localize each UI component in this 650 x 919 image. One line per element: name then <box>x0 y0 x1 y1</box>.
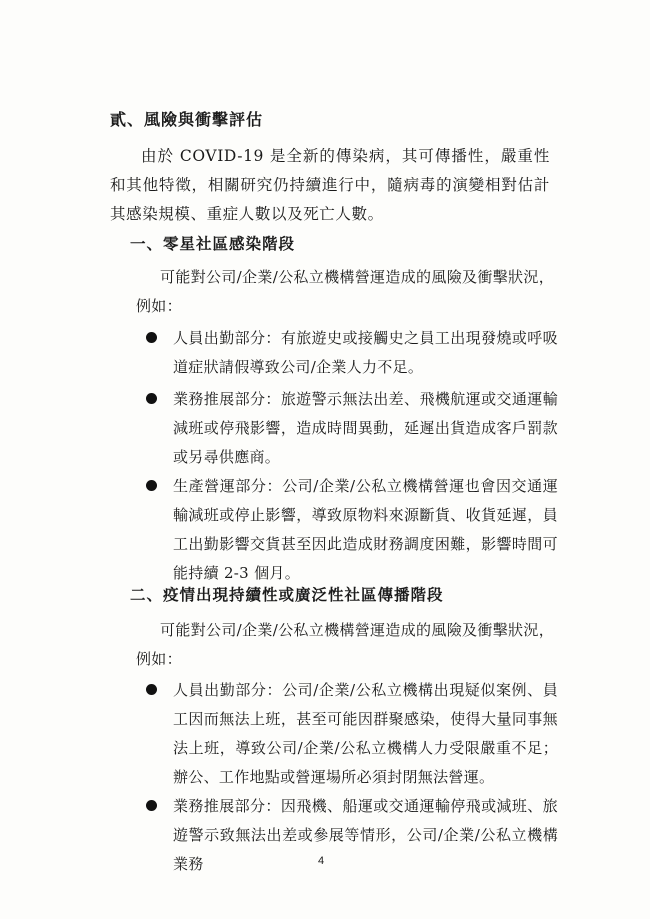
bullet-icon <box>146 332 157 343</box>
list-item <box>146 472 558 588</box>
section-intro-paragraph: 由於 COVID-19 是全新的傳染病，其可傳播性，嚴重性和其他特徵，相關研究仍持續進行中，隨病毒的演變相對估計其感染規模、重症人數以及死亡人數。 <box>110 147 550 223</box>
subsection-lead-2: 可能對公司/企業/公私立機構營運造成的風險及衝擊狀況，例如： <box>136 621 554 668</box>
list-item <box>146 324 558 382</box>
list-item-text: 人員出勤部分：公司/企業/公私立機構出現疑似案例、員工因而無法上班，甚至可能因群聚感染，使得大量同事無法上班，導致公司/企業/公私立機構人力受限嚴重不足；辦公、工作地點或營運場所必須封閉無法營運。 <box>173 681 558 786</box>
list-item <box>146 792 558 879</box>
list-item <box>146 385 558 472</box>
bullet-icon <box>146 480 157 491</box>
list-item-text: 生產營運部分：公司/企業/公私立機構營運也會因交通運輸減班或停止影響，導致原物料來源斷貨、收貨延遲，員工出勤影響交貨甚至因此造成財務調度困難，影響時間可能持續 2-3 個月。 <box>173 477 558 582</box>
subsection-heading-1: 一、零星社區感染階段 <box>130 234 296 253</box>
list-item <box>146 676 558 792</box>
section-heading: 貳、風險與衝擊評估 <box>110 110 264 129</box>
list-item-text: 業務推展部分：因飛機、船運或交通運輸停飛或減班、旅遊警示致無法出差或參展等情形，公司/企業/公私立機構業務 <box>173 797 558 873</box>
bullet-icon <box>146 800 157 811</box>
list-item-text: 人員出勤部分：有旅遊史或接觸史之員工出現發燒或呼吸道症狀請假導致公司/企業人力不足。 <box>173 329 558 376</box>
page-number: 4 <box>318 855 325 867</box>
list-item-text: 業務推展部分：旅遊警示無法出差、飛機航運或交通運輸減班或停飛影響，造成時間異動，延遲出貨造成客戶罰款或另尋供應商。 <box>173 390 558 466</box>
bullet-icon <box>146 684 157 695</box>
subsection-lead-1: 可能對公司/企業/公私立機構營運造成的風險及衝擊狀況，例如： <box>136 268 554 315</box>
bullet-icon <box>146 393 157 404</box>
subsection-heading-2: 二、疫情出現持續性或廣泛性社區傳播階段 <box>130 585 444 604</box>
